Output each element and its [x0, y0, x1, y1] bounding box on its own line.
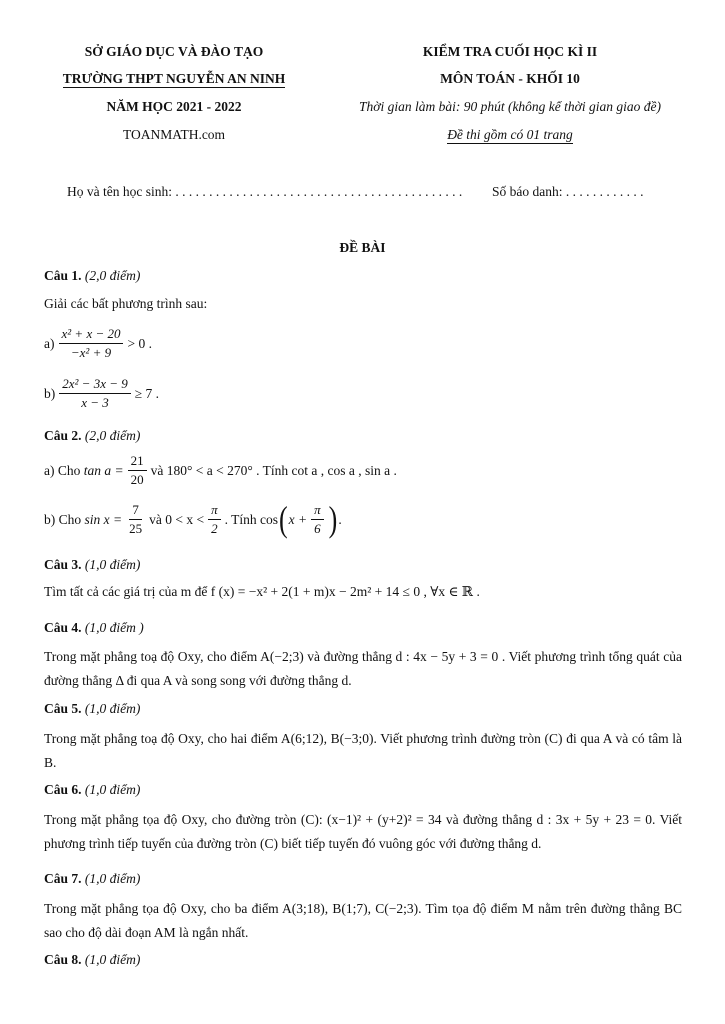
q4-text: Trong mặt phẳng toạ độ Oxy, cho điểm A(−2;3) và đường thẳng d : 4x − 5y + 3 = 0 . Viết phương trình tổng quát của đường thẳng Δ đi qua A và song song với đường thẳng d.	[44, 649, 682, 688]
q2-heading: Câu 2. (2,0 điểm)	[44, 428, 141, 443]
q1-intro: Giải các bất phương trình sau:	[44, 296, 208, 311]
time-limit: Thời gian làm bài: 90 phút (không kể thời gian giao đề)	[358, 99, 661, 114]
section-title: ĐỀ BÀI	[339, 240, 386, 255]
student-name-line: Họ và tên học sinh: . . . . . . . . . . . . . . . . . . . . . . . . . . . . . . . . . . . . . . . . . . .	[67, 184, 463, 199]
q4-heading: Câu 4. (1,0 điểm )	[44, 620, 144, 635]
q5-text: Trong mặt phẳng toạ độ Oxy, cho hai điểm A(6;12), B(−3;0). Viết phương trình đường tròn (C) đi qua A và có tâm là B.	[44, 731, 682, 770]
school-year: NĂM HỌC 2021 - 2022	[106, 99, 242, 114]
department-name: SỞ GIÁO DỤC VÀ ĐÀO TẠO	[84, 44, 264, 59]
q2-b-pi-fraction: $\frac{\pi}{2}$	[208, 502, 221, 537]
q2-b-fraction: $\frac{7}{25}$	[129, 502, 143, 536]
q2-part-a: a) Cho tan a = $\frac{21}{20}$ và 180° < a < 270° . Tính cot a , cos a , sin a .	[44, 453, 397, 487]
subject-title: MÔN TOÁN - KHỐI 10	[440, 71, 580, 86]
q2-b-arg-fraction: $\frac{\pi}{6}$	[311, 502, 324, 537]
q1-b-fraction: $\frac{\text{2x² − 3x − 9}}{x - 3}$	[59, 376, 130, 411]
q3-heading: Câu 3. (1,0 điểm)	[44, 557, 141, 572]
q1-a-fraction: $\frac{\text{x² + x − 20}}{\text{−x² + 9}}$	[59, 326, 124, 361]
school-name: TRƯỜNG THPT NGUYỄN AN NINH	[62, 71, 286, 86]
student-id-line: Số báo danh: . . . . . . . . . . . .	[492, 184, 644, 199]
q1-part-a: a) $\frac{\text{x² + x − 20}}{\text{−x² + 9}}$ > 0 .	[44, 326, 152, 360]
q1-heading: Câu 1. (2,0 điểm)	[44, 268, 141, 283]
q2-part-b: b) Cho sin x = $\frac{7}{25}$ và 0 < x < $\frac{\pi}{2}$ . Tính cos ( x + $\frac{\pi}{6}$ ) .	[44, 498, 342, 540]
exam-title: KIỂM TRA CUỐI HỌC KÌ II	[422, 44, 598, 59]
q7-text: Trong mặt phẳng tọa độ Oxy, cho ba điểm A(3;18), B(1;7), C(−2;3). Tìm tọa độ điểm M nằm trên đường thẳng BC sao cho độ dài đoạn AM là ngắn nhất.	[44, 901, 682, 940]
q2-a-fraction: $\frac{21}{20}$	[128, 453, 147, 488]
q5-heading: Câu 5. (1,0 điểm)	[44, 701, 141, 716]
q1-part-b: b) $\frac{\text{2x² − 3x − 9}}{x - 3}$ ≥ 7 .	[44, 376, 160, 410]
q7-heading: Câu 7. (1,0 điểm)	[44, 871, 141, 886]
q6-heading: Câu 6. (1,0 điểm)	[44, 782, 141, 797]
page-count: Đề thi gồm có 01 trang	[447, 127, 573, 142]
site-name: TOANMATH.com	[122, 127, 226, 142]
q3-text: Tìm tất cả các giá trị của m để f (x) = −x² + 2(1 + m)x − 2m² + 14 ≤ 0 , ∀x ∈ ℝ .	[44, 584, 480, 599]
q6-text: Trong mặt phẳng tọa độ Oxy, cho đường tròn (C): (x−1)² + (y+2)² = 34 và đường thẳng d : 3x + 5y + 23 = 0. Viết phương trình tiếp tuyến của đường tròn (C) biết tiếp tuyến đó vuông góc với đường thẳng d.	[44, 812, 682, 851]
q8-heading: Câu 8. (1,0 điểm)	[44, 952, 141, 967]
